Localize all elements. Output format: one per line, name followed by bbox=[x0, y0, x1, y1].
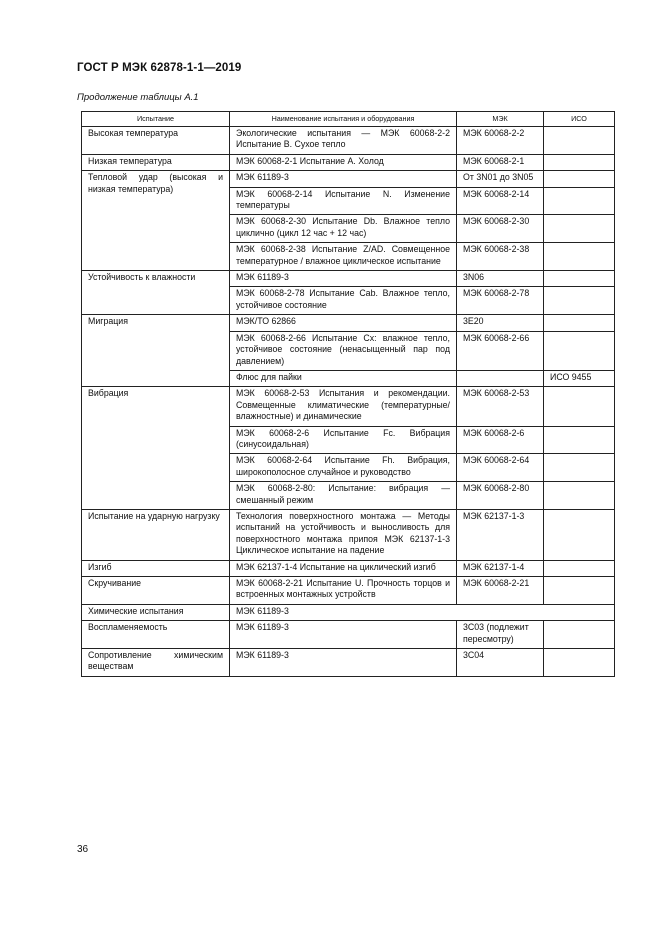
test-cell: Воспламеняемость bbox=[82, 621, 230, 649]
test-cell: Испытание на ударную нагрузку bbox=[82, 509, 230, 560]
iec-cell: МЭК 62137-1-4 bbox=[457, 560, 544, 576]
iec-cell bbox=[457, 370, 544, 386]
name-cell: Технология поверхностного монтажа — Методы испытаний на устойчивость и выносливость для поверхностного монтажа припоя МЭК 62137-1-3 Циклическое испытание на падение bbox=[230, 509, 457, 560]
table-row bbox=[82, 604, 615, 620]
iec-cell: 3E20 bbox=[457, 315, 544, 331]
name-cell: МЭК 61189-3 bbox=[230, 604, 615, 620]
iec-cell: От 3N01 до 3N05 bbox=[457, 171, 544, 187]
iec-cell: МЭК 60068-2-2 bbox=[457, 127, 544, 155]
document-header: ГОСТ Р МЭК 62878-1-1—2019 bbox=[77, 62, 242, 74]
iso-cell: ИСО 9455 bbox=[544, 370, 615, 386]
name-cell: МЭК 60068-2-1 Испытание А. Холод bbox=[230, 154, 457, 170]
iso-cell bbox=[544, 621, 615, 649]
table-row bbox=[82, 154, 615, 170]
table-row bbox=[82, 577, 615, 605]
name-cell: МЭК 62137-1-4 Испытание на циклический изгиб bbox=[230, 560, 457, 576]
name-cell: МЭК 60068-2-21 Испытание U. Прочность торцов и встроенных монтажных устройств bbox=[230, 577, 457, 605]
name-cell: Флюс для пайки bbox=[230, 370, 457, 386]
iec-cell: МЭК 60068-2-1 bbox=[457, 154, 544, 170]
test-table bbox=[81, 111, 615, 677]
test-cell: Высокая температура bbox=[82, 127, 230, 155]
iec-cell: МЭК 60068-2-53 bbox=[457, 387, 544, 426]
column-header-name: Наименование испытания и оборудования bbox=[230, 112, 457, 127]
iec-cell: МЭК 62137-1-3 bbox=[457, 509, 544, 560]
table-row bbox=[82, 171, 615, 187]
table-header-row bbox=[82, 112, 615, 127]
name-cell: МЭК 60068-2-78 Испытание Cab. Влажное тепло, устойчивое состояние bbox=[230, 287, 457, 315]
iec-cell: 3N06 bbox=[457, 271, 544, 287]
test-cell: Скручивание bbox=[82, 577, 230, 605]
name-cell: МЭК 60068-2-66 Испытание Сх: влажное тепло, устойчивое состояние (ненасыщенный пар под давлением) bbox=[230, 331, 457, 370]
name-cell: МЭК 60068-2-30 Испытание Db. Влажное тепло циклично (цикл 12 час + 12 час) bbox=[230, 215, 457, 243]
iec-cell: МЭК 60068-2-21 bbox=[457, 577, 544, 605]
iec-cell: МЭК 60068-2-30 bbox=[457, 215, 544, 243]
iso-cell bbox=[544, 215, 615, 243]
test-cell: Химические испытания bbox=[82, 604, 230, 620]
column-header-iso: ИСО bbox=[544, 112, 615, 127]
iso-cell bbox=[544, 577, 615, 605]
iso-cell bbox=[544, 287, 615, 315]
name-cell: МЭК 61189-3 bbox=[230, 171, 457, 187]
table-row bbox=[82, 621, 615, 649]
name-cell: МЭК 60068-2-53 Испытания и рекомендации. Совмещенные климатические (температурные/влажностные) и динамические bbox=[230, 387, 457, 426]
table-row bbox=[82, 649, 615, 677]
test-cell: Вибрация bbox=[82, 387, 230, 510]
iso-cell bbox=[544, 454, 615, 482]
name-cell: МЭК 60068-2-80: Испытание: вибрация — смешанный режим bbox=[230, 482, 457, 510]
table-row bbox=[82, 127, 615, 155]
iso-cell bbox=[544, 187, 615, 215]
iso-cell bbox=[544, 171, 615, 187]
iec-cell: МЭК 60068-2-66 bbox=[457, 331, 544, 370]
name-cell: МЭК 61189-3 bbox=[230, 271, 457, 287]
test-cell: Изгиб bbox=[82, 560, 230, 576]
iec-cell: 3C03 (подлежит пересмотру) bbox=[457, 621, 544, 649]
table-row bbox=[82, 387, 615, 426]
name-cell: МЭК 60068-2-14 Испытание N. Изменение температуры bbox=[230, 187, 457, 215]
column-header-test: Испытание bbox=[82, 112, 230, 127]
name-cell: МЭК 60068-2-64 Испытание Fh. Вибрация, широкополосное случайное и руководство bbox=[230, 454, 457, 482]
table-caption: Продолжение таблицы А.1 bbox=[77, 92, 199, 103]
iec-cell: 3C04 bbox=[457, 649, 544, 677]
iec-cell: МЭК 60068-2-64 bbox=[457, 454, 544, 482]
table-row bbox=[82, 315, 615, 331]
iec-cell: МЭК 60068-2-80 bbox=[457, 482, 544, 510]
column-header-iec: МЭК bbox=[457, 112, 544, 127]
name-cell: МЭК/ТО 62866 bbox=[230, 315, 457, 331]
name-cell: МЭК 60068-2-6 Испытание Fc. Вибрация (синусоидальная) bbox=[230, 426, 457, 454]
table-row bbox=[82, 271, 615, 287]
iso-cell bbox=[544, 243, 615, 271]
iso-cell bbox=[544, 560, 615, 576]
iso-cell bbox=[544, 649, 615, 677]
test-cell: Миграция bbox=[82, 315, 230, 387]
iec-cell: МЭК 60068-2-14 bbox=[457, 187, 544, 215]
page-number: 36 bbox=[77, 844, 89, 855]
iso-cell bbox=[544, 482, 615, 510]
test-cell: Низкая температура bbox=[82, 154, 230, 170]
iso-cell bbox=[544, 387, 615, 426]
iec-cell: МЭК 60068-2-6 bbox=[457, 426, 544, 454]
iso-cell bbox=[544, 331, 615, 370]
iec-cell: МЭК 60068-2-78 bbox=[457, 287, 544, 315]
iso-cell bbox=[544, 271, 615, 287]
test-cell: Тепловой удар (высокая и низкая температура) bbox=[82, 171, 230, 271]
name-cell: МЭК 61189-3 bbox=[230, 621, 457, 649]
iso-cell bbox=[544, 127, 615, 155]
name-cell: МЭК 61189-3 bbox=[230, 649, 457, 677]
iec-cell: МЭК 60068-2-38 bbox=[457, 243, 544, 271]
name-cell: МЭК 60068-2-38 Испытание Z/AD. Совмещенное температурное / влажное циклическое испытание bbox=[230, 243, 457, 271]
name-cell: Экологические испытания — МЭК 60068-2-2 Испытание В. Сухое тепло bbox=[230, 127, 457, 155]
iso-cell bbox=[544, 315, 615, 331]
test-cell: Сопротивление химическим веществам bbox=[82, 649, 230, 677]
iso-cell bbox=[544, 509, 615, 560]
test-cell: Устойчивость к влажности bbox=[82, 271, 230, 315]
table-row bbox=[82, 509, 615, 560]
iso-cell bbox=[544, 154, 615, 170]
table-row bbox=[82, 560, 615, 576]
iso-cell bbox=[544, 426, 615, 454]
